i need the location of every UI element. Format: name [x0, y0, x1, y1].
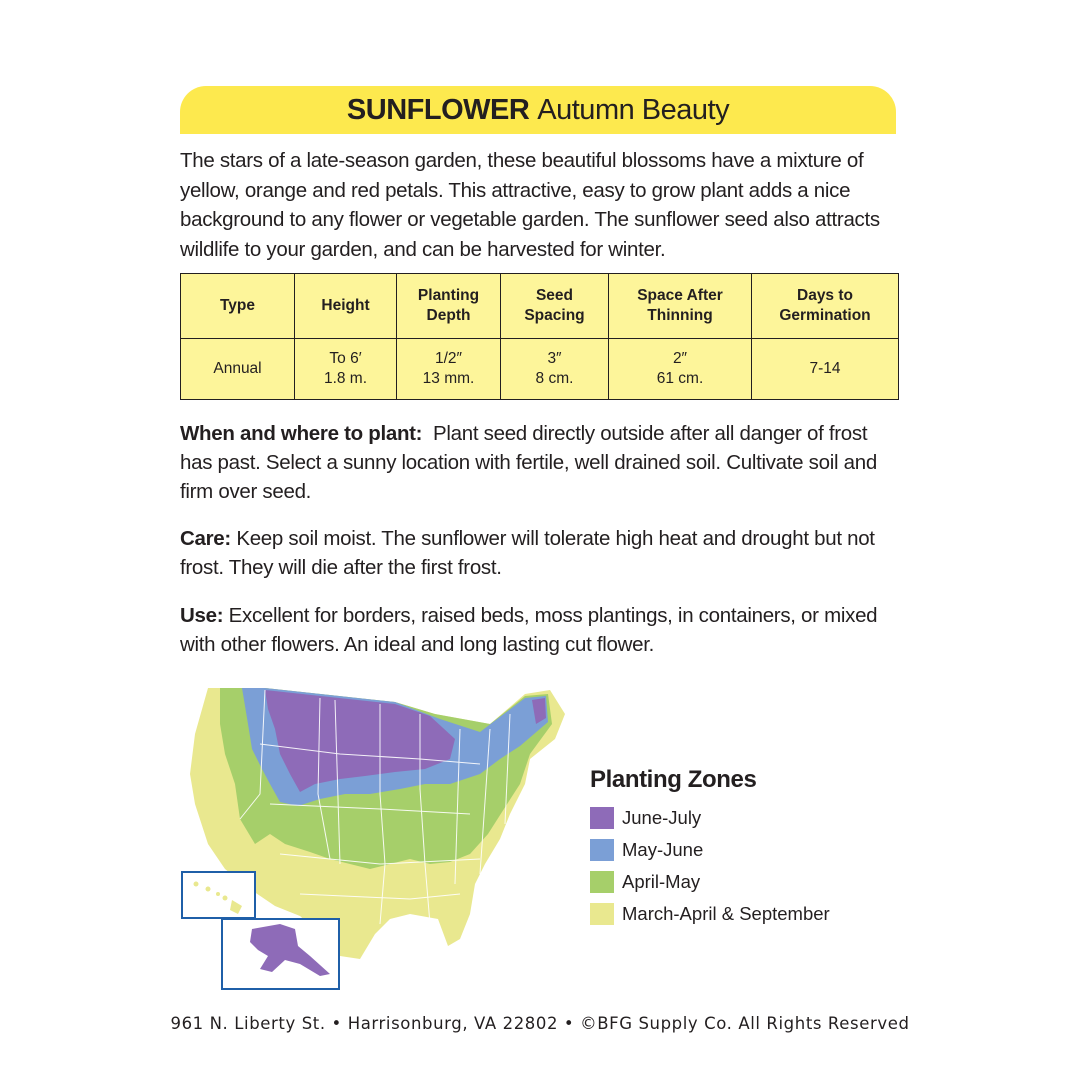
legend-label: April-May [622, 871, 701, 892]
footer-address: 961 N. Liberty St. • Harrisonburg, VA 22802 • ©BFG Supply Co. All Rights Reserved [170, 1014, 910, 1033]
swatch-june-july [590, 807, 614, 829]
legend-item [590, 834, 830, 866]
header-cell: Seed Spacing [501, 274, 609, 339]
swatch-march-april-september [590, 903, 614, 925]
value-cell: 7-14 [752, 339, 899, 400]
title-plant-name: SUNFLOWER [346, 93, 530, 126]
value-cell: Annual [181, 339, 295, 400]
care-text: Keep soil moist. The sunflower will tolerate high heat and drought but not frost. They will die after the first frost. [180, 527, 875, 579]
planting-zones-legend [590, 766, 830, 930]
swatch-may-june [590, 839, 614, 861]
legend-label: June-July [622, 807, 702, 828]
use-text: Excellent for borders, raised beds, moss plantings, in containers, or mixed with other flowers. An ideal and long lasting cut flower. [180, 604, 878, 656]
care-section [180, 524, 896, 582]
care-label: Care: [180, 527, 231, 550]
planting-specs-table [180, 273, 899, 400]
header-cell: Height [295, 274, 397, 339]
intro-description: The stars of a late-season garden, these beautiful blossoms have a mixture of yellow, orange and red petals. This attractive, easy to grow plant adds a nice background to any flower or vegetable garden. The sunflower seed also attracts wildlife to your garden, and can be harvested for winter. [180, 149, 880, 261]
planting-zone-map [180, 684, 580, 994]
table-header-row [181, 274, 899, 339]
legend-label: March-April & September [622, 903, 830, 924]
when-where-section [180, 419, 896, 506]
legend-title: Planting Zones [590, 766, 757, 793]
header-cell: Type [181, 274, 295, 339]
when-where-label: When and where to plant: [180, 422, 423, 445]
header-cell: Planting Depth [397, 274, 501, 339]
use-section [180, 601, 896, 659]
legend-label: May-June [622, 839, 704, 860]
header-cell: Space After Thinning [609, 274, 752, 339]
use-label: Use: [180, 604, 224, 627]
value-cell: 1/2″ 13 mm. [397, 339, 501, 400]
header-cell: Days to Germination [752, 274, 899, 339]
swatch-april-may [590, 871, 614, 893]
value-cell: To 6′ 1.8 m. [295, 339, 397, 400]
value-cell: 2″ 61 cm. [609, 339, 752, 400]
legend-item [590, 866, 830, 898]
value-cell: 3″ 8 cm. [501, 339, 609, 400]
title-banner [180, 86, 896, 134]
table-row [181, 339, 899, 400]
legend-item [590, 898, 830, 930]
when-where-text: Plant seed directly outside after all danger of frost has past. Select a sunny location with fertile, well drained soil. Cultivate soil and firm over seed. [180, 422, 877, 503]
title-variety: Autumn Beauty [537, 93, 730, 126]
legend-item [590, 802, 830, 834]
